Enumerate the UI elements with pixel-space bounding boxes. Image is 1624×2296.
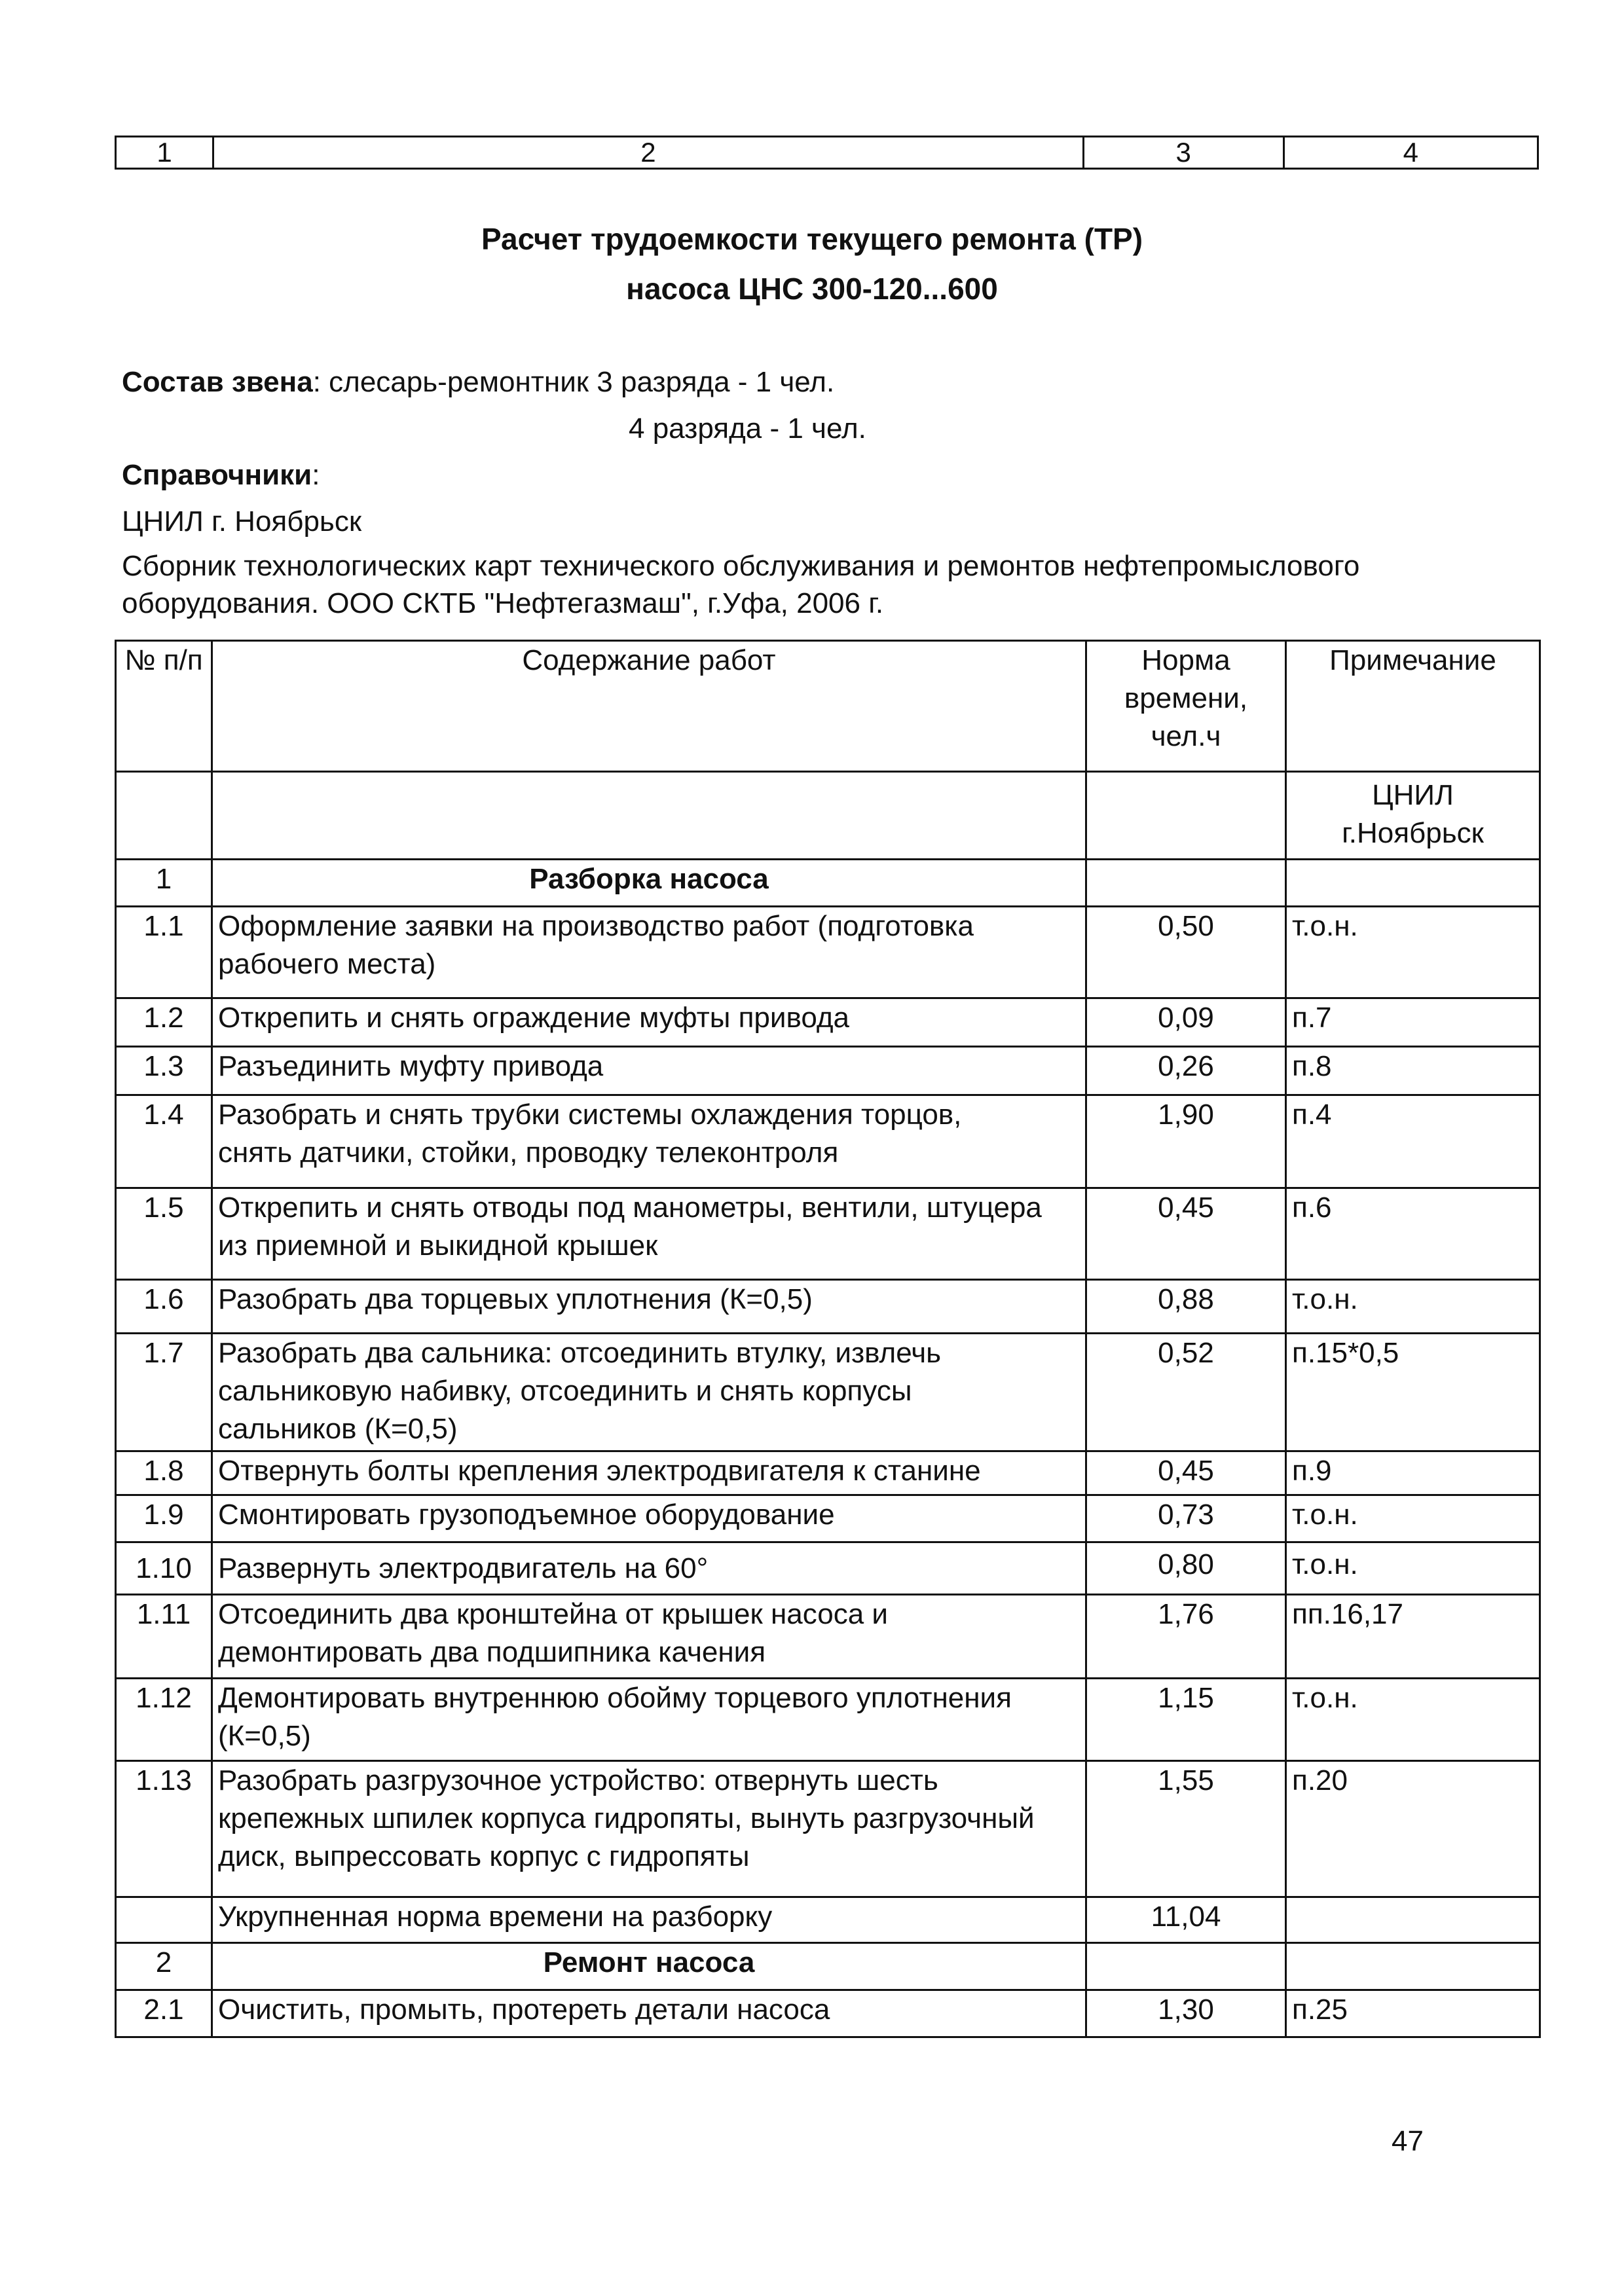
references-heading <box>122 456 320 494</box>
row-content-line: Разъединить муфту привода <box>218 1050 604 1082</box>
row-content-line: Разобрать и снять трубки системы охлаждения торцов, <box>218 1099 962 1131</box>
row-content <box>212 1542 1086 1595</box>
table-row <box>116 998 1540 1047</box>
column-number-4: 4 <box>1283 137 1538 169</box>
table-row <box>116 1334 1540 1451</box>
row-content-line: Смонтировать грузоподъемное оборудование <box>218 1499 835 1531</box>
row-content-line: крепежных шпилек корпуса гидропяты, вынуть разгрузочный <box>218 1802 1035 1834</box>
table-row <box>116 1495 1540 1542</box>
row-num: 1.3 <box>116 1047 212 1095</box>
table-row <box>116 1542 1540 1595</box>
table-row <box>116 1095 1540 1188</box>
row-content-line: Оформление заявки на производство работ (подготовка <box>218 910 974 942</box>
empty-cell <box>1086 860 1286 907</box>
row-norm: 1,55 <box>1086 1761 1286 1897</box>
row-content-line: из приемной и выкидной крышек <box>218 1230 658 1262</box>
reference-2-line-1: Сборник технологических карт технического обслуживания и ремонтов нефтепромыслового <box>122 550 1360 582</box>
row-content-line: Демонтировать внутреннюю обойму торцевого уплотнения <box>218 1682 1012 1714</box>
header-norm <box>1086 641 1286 772</box>
row-content <box>212 1495 1086 1542</box>
row-content <box>212 1047 1086 1095</box>
row-note: т.о.н. <box>1286 1280 1540 1334</box>
row-note: т.о.н. <box>1286 907 1540 998</box>
row-content <box>212 1280 1086 1334</box>
subheader-note-line-2: г.Ноябрьск <box>1342 817 1484 849</box>
row-note: т.о.н. <box>1286 1542 1540 1595</box>
row-content <box>212 1761 1086 1897</box>
row-content <box>212 907 1086 998</box>
subheader-note <box>1286 772 1540 860</box>
row-norm: 1,30 <box>1086 1990 1286 2037</box>
column-number-1: 1 <box>116 137 213 169</box>
empty-cell <box>1086 772 1286 860</box>
row-note: п.9 <box>1286 1451 1540 1495</box>
row-num: 1.12 <box>116 1679 212 1761</box>
row-norm: 0,88 <box>1086 1280 1286 1334</box>
row-num: 1.4 <box>116 1095 212 1188</box>
row-num: 1.5 <box>116 1188 212 1280</box>
row-content-line: (К=0,5) <box>218 1720 311 1752</box>
table-row <box>116 1761 1540 1897</box>
reference-1: ЦНИЛ г. Ноябрьск <box>122 505 362 538</box>
section-num: 1 <box>116 860 212 907</box>
row-content-line: Разобрать два торцевых уплотнения (К=0,5) <box>218 1283 813 1315</box>
row-content-line: Открепить и снять отводы под манометры, вентили, штуцера <box>218 1192 1042 1224</box>
subheader-note-line-1: ЦНИЛ <box>1372 779 1454 811</box>
row-content <box>212 1334 1086 1451</box>
labor-table <box>115 640 1541 2038</box>
row-num: 1.1 <box>116 907 212 998</box>
row-note: п.15*0,5 <box>1286 1334 1540 1451</box>
empty-cell <box>212 772 1086 860</box>
subtotal-row <box>116 1897 1540 1943</box>
column-number-3: 3 <box>1083 137 1283 169</box>
document-subtitle: насоса ЦНС 300-120...600 <box>626 272 998 306</box>
row-norm: 0,45 <box>1086 1451 1286 1495</box>
header-norm-line-1: Норма <box>1141 644 1230 676</box>
table-row <box>116 907 1540 998</box>
row-content <box>212 1188 1086 1280</box>
row-norm: 0,09 <box>1086 998 1286 1047</box>
row-norm: 0,73 <box>1086 1495 1286 1542</box>
row-content: Очистить, промыть, протереть детали насоса <box>212 1990 1086 2037</box>
header-content: Содержание работ <box>212 641 1086 772</box>
row-content <box>212 1595 1086 1679</box>
row-norm: 0,80 <box>1086 1542 1286 1595</box>
header-note: Примечание <box>1286 641 1540 772</box>
row-num: 1.8 <box>116 1451 212 1495</box>
row-content-line: сальников (К=0,5) <box>218 1413 458 1445</box>
row-norm: 0,50 <box>1086 907 1286 998</box>
empty-cell <box>116 772 212 860</box>
section-title: Разборка насоса <box>212 860 1086 907</box>
row-content-line: демонтировать два подшипника качения <box>218 1636 766 1668</box>
row-norm: 0,45 <box>1086 1188 1286 1280</box>
row-num: 1.7 <box>116 1334 212 1451</box>
row-content-line: снять датчики, стойки, проводку телеконтроля <box>218 1137 839 1169</box>
row-content-line: Отвернуть болты крепления электродвигателя к станине <box>218 1455 981 1487</box>
row-norm: 0,52 <box>1086 1334 1286 1451</box>
section-row <box>116 1943 1540 1990</box>
subtotal-label: Укрупненная норма времени на разборку <box>212 1897 1086 1943</box>
table-row <box>116 1679 1540 1761</box>
empty-cell <box>1286 860 1540 907</box>
row-norm: 1,15 <box>1086 1679 1286 1761</box>
crew-line-2: 4 разряда - 1 чел. <box>629 412 866 445</box>
row-norm: 0,26 <box>1086 1047 1286 1095</box>
table-row <box>116 1280 1540 1334</box>
row-note: п.4 <box>1286 1095 1540 1188</box>
row-note: п.6 <box>1286 1188 1540 1280</box>
row-content-line: рабочего места) <box>218 948 436 980</box>
row-note: п.7 <box>1286 998 1540 1047</box>
row-num: 1.11 <box>116 1595 212 1679</box>
row-content-line: Развернуть электродвигатель на 60° <box>218 1552 709 1584</box>
table-row <box>116 1595 1540 1679</box>
row-num: 1.13 <box>116 1761 212 1897</box>
row-content-line: Открепить и снять ограждение муфты привода <box>218 1002 850 1034</box>
table-row <box>116 1047 1540 1095</box>
row-content-line: Разобрать разгрузочное устройство: отвернуть шесть <box>218 1764 938 1796</box>
references-label: Справочники <box>122 459 312 491</box>
empty-cell <box>116 1897 212 1943</box>
crew-line-1: : слесарь-ремонтник 3 разряда - 1 чел. <box>312 366 835 398</box>
column-number-row <box>115 136 1539 170</box>
table-header-row <box>116 641 1540 772</box>
table-row <box>116 1451 1540 1495</box>
empty-cell <box>1086 1943 1286 1990</box>
row-content-line: сальниковую набивку, отсоединить и снять корпусы <box>218 1375 912 1407</box>
crew-label: Состав звена <box>122 366 313 398</box>
row-note: п.25 <box>1286 1990 1540 2037</box>
section-title: Ремонт насоса <box>212 1943 1086 1990</box>
row-content <box>212 998 1086 1047</box>
row-norm: 1,76 <box>1086 1595 1286 1679</box>
row-num: 1.6 <box>116 1280 212 1334</box>
empty-cell <box>1286 1897 1540 1943</box>
subtotal-value: 11,04 <box>1086 1897 1286 1943</box>
table-subheader-row <box>116 772 1540 860</box>
row-content-line: диск, выпрессовать корпус с гидропяты <box>218 1840 750 1872</box>
row-note: т.о.н. <box>1286 1495 1540 1542</box>
row-content-line: Разобрать два сальника: отсоединить втулку, извлечь <box>218 1337 942 1369</box>
section-row <box>116 860 1540 907</box>
column-number-2: 2 <box>213 137 1084 169</box>
row-note: пп.16,17 <box>1286 1595 1540 1679</box>
empty-cell <box>1286 1943 1540 1990</box>
row-num: 1.10 <box>116 1542 212 1595</box>
row-content <box>212 1095 1086 1188</box>
row-content <box>212 1679 1086 1761</box>
header-norm-line-2: времени, <box>1124 682 1248 714</box>
section-num: 2 <box>116 1943 212 1990</box>
header-num: № п/п <box>116 641 212 772</box>
row-norm: 1,90 <box>1086 1095 1286 1188</box>
row-note: т.о.н. <box>1286 1679 1540 1761</box>
table-row <box>116 1188 1540 1280</box>
crew-composition <box>122 363 834 401</box>
row-num: 1.2 <box>116 998 212 1047</box>
row-content <box>212 1451 1086 1495</box>
reference-2-line-2: оборудования. ООО СКТБ "Нефтегазмаш", г.Уфа, 2006 г. <box>122 587 884 619</box>
references-colon: : <box>312 459 320 491</box>
page-number: 47 <box>1392 2125 1424 2157</box>
row-num: 2.1 <box>116 1990 212 2037</box>
document-title: Расчет трудоемкости текущего ремонта (ТР) <box>481 222 1143 256</box>
header-norm-line-3: чел.ч <box>1151 720 1221 752</box>
table-row <box>116 1990 1540 2037</box>
row-note: п.8 <box>1286 1047 1540 1095</box>
row-note: п.20 <box>1286 1761 1540 1897</box>
row-num: 1.9 <box>116 1495 212 1542</box>
row-content-line: Отсоединить два кронштейна от крышек насоса и <box>218 1598 888 1630</box>
